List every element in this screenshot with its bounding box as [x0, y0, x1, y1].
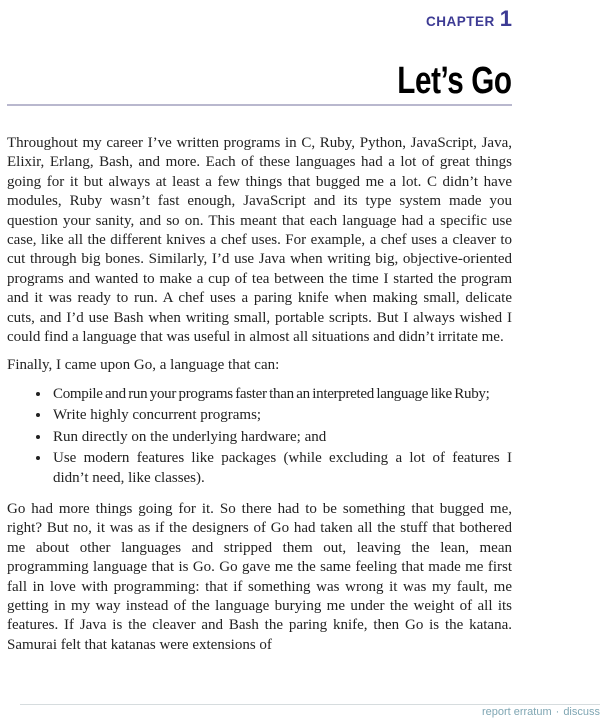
paragraph: Go had more things going for it. So there had to be something that bugged me, right? But no, it was as if the designers of Go had taken all the stuff that bothered me about other languages and stripped them out, leaving the lean, mean programming language that is Go. Go gave me the same feeling that made me first fall in love with programming: that if something was wrong it was my fault, me getting in my way instead of the language burying me under the weight of all its features. If Java is the cleaver and Bash the paring knife, then Go is the katana. Samurai felt that katanas were extensions of	[7, 500, 512, 653]
footer-separator-dot: ·	[555, 706, 560, 718]
footer-rule-divider	[20, 704, 600, 705]
chapter-word: CHAPTER	[425, 14, 495, 29]
chapter-number: 1	[499, 6, 512, 31]
list-item: • Run directly on the underlying hardware; and	[51, 428, 512, 447]
footer-links	[482, 706, 600, 718]
title-row	[7, 61, 512, 101]
list-item: • Use modern features like packages (while excluding a lot of features I didn’t need, like classes).	[51, 449, 512, 488]
body-text	[7, 134, 512, 655]
paragraph: Throughout my career I’ve written programs in C, Ruby, Python, JavaScript, Java, Elixir, Erlang, Bash, and more. Each of these languages had a lot of great things going for it but always at least a few things that bugged me a lot. C didn’t have modules, Ruby wasn’t fast enough, JavaScript and its type system made you question your sanity, and so on. This meant that each language had a specific use case, like all the different knives a chef uses. For example, a chef uses a cleaver to cut through big bones. Similarly, I’d use Java when writing big, objective-oriented programs and wanted to make a cup of tea between the time I started the program and it was ready to run. A chef uses a paring knife when making small, delicate cuts, and I’d use Bash when writing small, portable scripts. But I always wished I could find a language that was useful in almost all situations and didn’t irritate me.	[7, 135, 512, 346]
list-item: • Compile and run your programs faster than an interpreted language like Ruby;	[51, 385, 512, 404]
chapter-heading	[7, 8, 512, 33]
paragraph: Finally, I came upon Go, a language that can:	[7, 357, 280, 374]
title-rule-divider	[7, 104, 512, 106]
bullet-list	[7, 385, 512, 488]
page-title: Let’s Go	[397, 60, 512, 102]
page-content	[7, 8, 512, 655]
report-erratum-link[interactable]: report erratum	[481, 706, 552, 718]
discuss-link[interactable]: discuss	[563, 706, 600, 718]
list-item: • Write highly concurrent programs;	[51, 406, 512, 425]
